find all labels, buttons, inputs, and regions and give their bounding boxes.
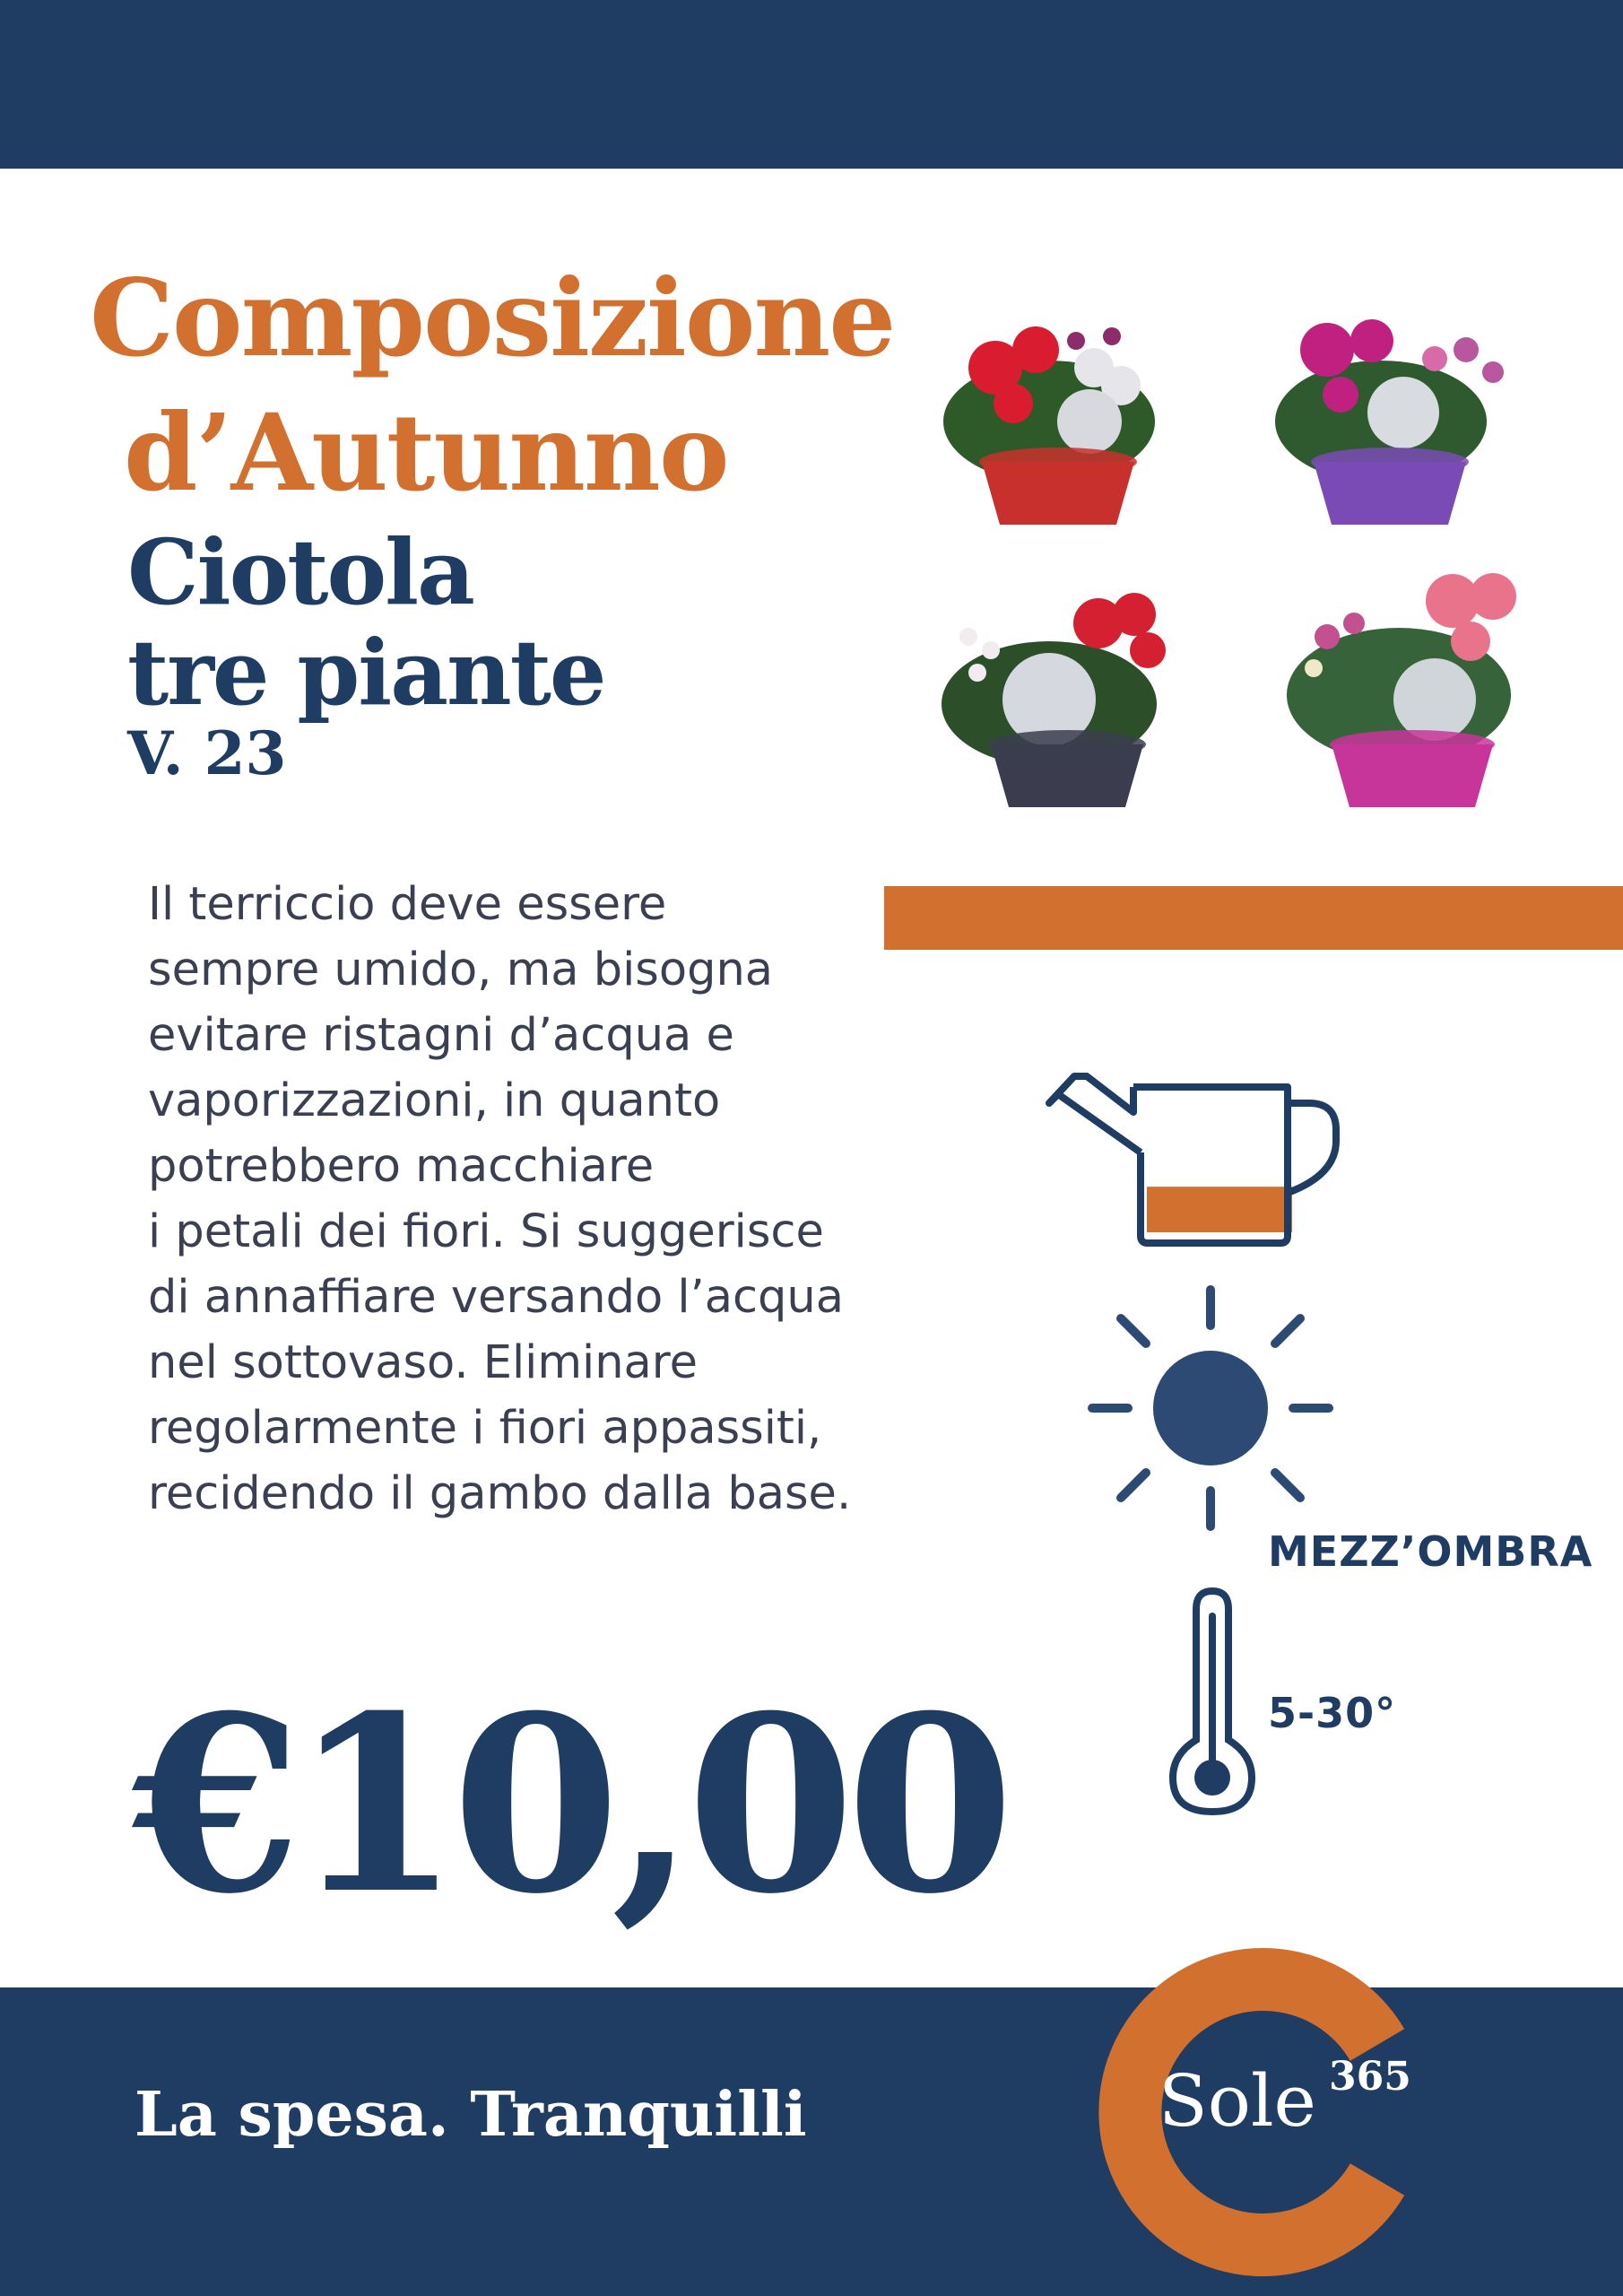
product-subtitle: [127, 519, 605, 726]
price: €10,00: [133, 1662, 1006, 1947]
watering-can-icon: [1040, 1040, 1345, 1256]
title-line-2: d’Autunno: [124, 390, 728, 515]
top-band: [0, 0, 1623, 169]
slogan: La spesa. Tranquilli: [135, 2079, 807, 2151]
sole365-logo: [1072, 1946, 1431, 2278]
logo-wordmark: Sole: [1159, 2059, 1316, 2143]
temperature-range: 5-30°: [1268, 1689, 1397, 1737]
product-photo: [933, 287, 1596, 861]
plant-pot-3: [942, 593, 1166, 807]
plant-pot-4: [1287, 573, 1516, 807]
accent-bar: [884, 886, 1623, 950]
care-instructions: Il terriccio deve essere sempre umido, ma bisogna evitare ristagni d’acqua e vaporizzazioni, in quanto potrebbero macchiare i petali dei fiori. Si suggerisce di annaffiare versando l’acqua nel sottovaso. Eliminare regolarmente i fiori appassiti, recidendo il gambo dalla base.: [148, 878, 852, 1520]
logo-superscript: 365: [1329, 2054, 1411, 2100]
water-level-fill: [1147, 1187, 1292, 1232]
plant-pot-1: [943, 326, 1155, 525]
sun-icon: [1085, 1283, 1336, 1534]
product-title: [90, 251, 894, 520]
plant-pot-2: [1275, 319, 1504, 525]
title-line-1: Composizione: [90, 256, 895, 380]
variety-code: V. 23: [127, 718, 287, 788]
subtitle-line-2: tre piante: [127, 620, 605, 726]
subtitle-line-1: Ciotola: [127, 519, 473, 625]
light-requirement: MEZZ’OMBRA: [1268, 1527, 1593, 1576]
thermometer-icon: [1166, 1584, 1259, 1817]
